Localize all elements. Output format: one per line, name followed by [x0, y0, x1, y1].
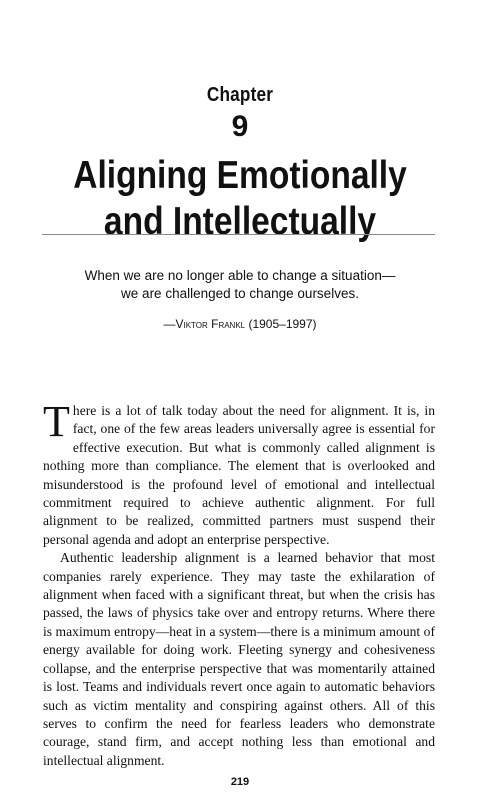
title-divider [42, 234, 435, 235]
paragraph-1-text: here is a lot of talk today about the need for alignment. It is, in fact, one of the few areas leaders universally agree is essential for effective execution. But what is commonly called alignment is nothing more than compliance. The element that is overlooked and misunderstood is the profound level of emotional and intellectual commitment required to achieve authentic alignment. For full alignment to be realized, committed partners must suspend their personal agenda and adopt an enterprise perspective. [43, 403, 435, 547]
paragraph-2: Authentic leadership alignment is a learned behavior that most companies rarely experience. They may taste the exhilaration of alignment when faced with a significant threat, but when the crisis has passed, the laws of physics take over and entropy returns. Where there is maximum entropy—heat in a system—there is a minimum amount of energy available for doing work. Fleeting synergy and cohesiveness collapse, and the enterprise perspective that was momentarily attained is lost. Teams and individuals revert once again to automatic behaviors such as victim mentality and conspiring against others. All of this serves to confirm the need for fearless leaders who demonstrate courage, stand firm, and accept nothing less than emotional and intellectual alignment. [43, 550, 435, 768]
chapter-number: 9 [231, 110, 249, 143]
chapter-label: Chapter [206, 84, 274, 106]
epigraph-quote [60, 267, 420, 303]
epigraph-line-2: we are challenged to change ourselves. [121, 286, 359, 301]
drop-cap: T [43, 397, 70, 446]
attribution-years: (1905–1997) [245, 317, 317, 331]
epigraph-attribution [60, 317, 420, 331]
body-text [43, 397, 435, 770]
attribution-author: Viktor Frankl [175, 317, 246, 331]
page-number: 219 [230, 776, 250, 788]
epigraph-line-1: When we are no longer able to change a situation— [84, 268, 396, 283]
attribution-dash: — [163, 317, 176, 331]
chapter-title: Aligning Emotionally and Intellectually [73, 154, 407, 243]
paragraph-1 [43, 397, 435, 549]
